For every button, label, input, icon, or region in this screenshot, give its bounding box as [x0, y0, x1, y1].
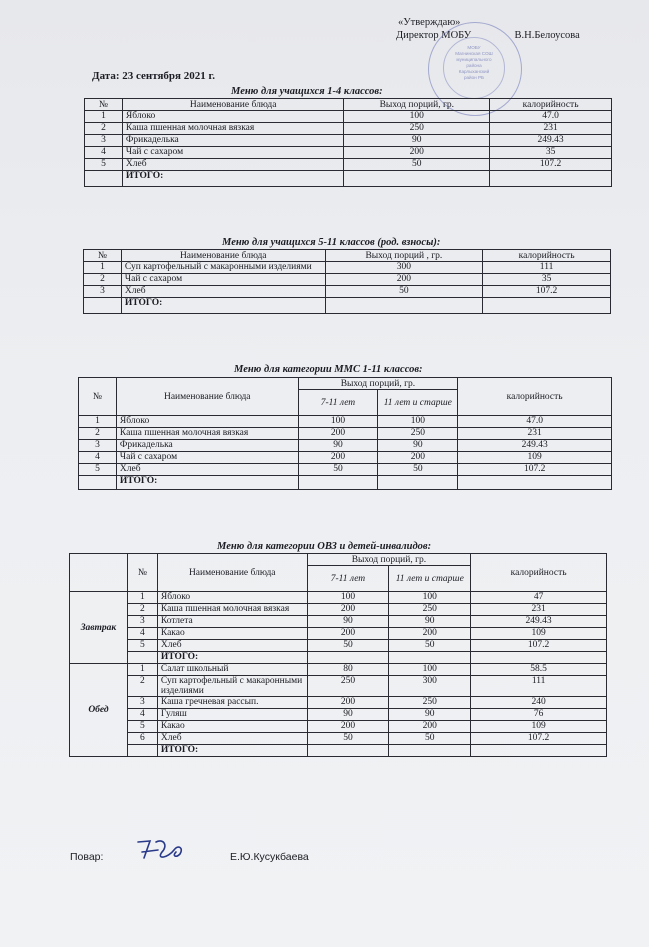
table-row	[70, 721, 607, 733]
seal-text-line: района	[466, 63, 482, 68]
dish-output-7-11: 90	[298, 440, 378, 452]
col-calories: калорийность	[471, 554, 607, 592]
dish-name: Суп картофельный с макаронными изделиями	[121, 262, 325, 274]
row-number: 5	[85, 159, 123, 171]
row-number: 2	[85, 123, 123, 135]
dish-name: Фрикаделька	[122, 135, 344, 147]
dish-output-11-plus: 50	[389, 733, 471, 745]
row-number: 3	[127, 616, 157, 628]
dish-output-7-11: 200	[307, 628, 389, 640]
dish-output-7-11: 200	[298, 452, 378, 464]
row-number: 1	[127, 664, 157, 676]
col-number: №	[127, 554, 157, 592]
cook-signature	[134, 836, 190, 866]
dish-output-11-plus: 50	[389, 640, 471, 652]
menu2-table	[83, 249, 611, 314]
dish-output-7-11: 50	[298, 464, 378, 476]
dish-calories: 249.43	[490, 135, 612, 147]
seal-text-line: МОБУ	[467, 45, 481, 50]
dish-output-7-11: 100	[298, 416, 378, 428]
dish-calories: 231	[490, 123, 612, 135]
dish-name: Суп картофельный с макаронными изделиями	[157, 676, 307, 697]
col-output: Выход порций, гр.	[344, 99, 490, 111]
table-row	[84, 274, 611, 286]
dish-name: Каша пшенная молочная вязкая	[157, 604, 307, 616]
dish-name: Каша гречневая рассып.	[157, 697, 307, 709]
table-row	[85, 123, 612, 135]
dish-name: Каша пшенная молочная вязкая	[116, 428, 298, 440]
col-number: №	[79, 378, 117, 416]
dish-calories: 249.43	[471, 616, 607, 628]
dish-output-11-plus: 200	[389, 628, 471, 640]
row-number: 3	[79, 440, 117, 452]
row-number: 4	[85, 147, 123, 159]
dish-name: Фрикаделька	[116, 440, 298, 452]
dish-output-11-plus: 250	[378, 428, 458, 440]
row-number: 5	[127, 721, 157, 733]
menu3-table	[78, 377, 612, 490]
row-number: 5	[79, 464, 117, 476]
dish-output-11-plus: 90	[378, 440, 458, 452]
col-dish: Наименование блюда	[116, 378, 298, 416]
dish-output: 300	[325, 262, 483, 274]
dish-output: 200	[325, 274, 483, 286]
table-row	[70, 709, 607, 721]
dish-name: Чай с сахаром	[122, 147, 344, 159]
dish-calories: 231	[458, 428, 612, 440]
dish-calories: 231	[471, 604, 607, 616]
dish-output-7-11: 200	[298, 428, 378, 440]
dish-name: Котлета	[157, 616, 307, 628]
col-output: Выход порций , гр.	[325, 250, 483, 262]
dish-name: Хлеб	[116, 464, 298, 476]
dish-output-7-11: 80	[307, 664, 389, 676]
row-number: 2	[127, 604, 157, 616]
dish-output-7-11: 90	[307, 709, 389, 721]
dish-output-11-plus: 200	[378, 452, 458, 464]
dish-output-11-plus: 100	[389, 664, 471, 676]
col-calories: калорийность	[483, 250, 611, 262]
row-number: 6	[127, 733, 157, 745]
table-row	[79, 416, 612, 428]
table-row	[70, 604, 607, 616]
total-label: ИТОГО:	[157, 745, 307, 757]
row-number: 1	[84, 262, 122, 274]
dish-output-7-11: 200	[307, 697, 389, 709]
dish-output: 50	[325, 286, 483, 298]
dish-output-7-11: 100	[307, 592, 389, 604]
dish-output: 100	[344, 111, 490, 123]
table-row	[70, 676, 607, 697]
dish-name: Хлеб	[157, 640, 307, 652]
table-row	[84, 286, 611, 298]
row-number: 1	[79, 416, 117, 428]
dish-output-7-11: 200	[307, 604, 389, 616]
menu4-title: Меню для категории ОВЗ и детей-инвалидов:	[217, 541, 432, 552]
table-row	[70, 664, 607, 676]
col-age-11-plus: 11 лет и старше	[378, 390, 458, 416]
col-dish: Наименование блюда	[121, 250, 325, 262]
table-row	[79, 440, 612, 452]
dish-name: Хлеб	[122, 159, 344, 171]
col-calories: калорийность	[458, 378, 612, 416]
table-row	[70, 628, 607, 640]
row-number: 2	[79, 428, 117, 440]
total-label: ИТОГО:	[122, 171, 344, 187]
table-row	[85, 147, 612, 159]
dish-name: Какао	[157, 721, 307, 733]
seal-text-line: Магнинская СОШ	[455, 51, 493, 56]
dish-output-7-11: 200	[307, 721, 389, 733]
director-name: В.Н.Белоусова	[514, 30, 580, 41]
menu2-title: Меню для учащихся 5-11 классов (род. взносы):	[222, 237, 441, 248]
dish-output-11-plus: 100	[378, 416, 458, 428]
row-number: 2	[84, 274, 122, 286]
dish-calories: 47.0	[490, 111, 612, 123]
col-dish: Наименование блюда	[157, 554, 307, 592]
dish-output-11-plus: 50	[378, 464, 458, 476]
col-age-11-plus: 11 лет и старше	[389, 566, 471, 592]
dish-output-7-11: 250	[307, 676, 389, 697]
table-row	[79, 452, 612, 464]
table-row	[79, 464, 612, 476]
row-number: 1	[127, 592, 157, 604]
dish-output: 200	[344, 147, 490, 159]
total-label: ИТОГО:	[157, 652, 307, 664]
row-number: 5	[127, 640, 157, 652]
dish-calories: 240	[471, 697, 607, 709]
dish-name: Яблоко	[157, 592, 307, 604]
dish-calories: 35	[490, 147, 612, 159]
dish-output-11-plus: 200	[389, 721, 471, 733]
col-age-7-11: 7-11 лет	[307, 566, 389, 592]
dish-calories: 107.2	[458, 464, 612, 476]
total-label: ИТОГО:	[121, 298, 325, 314]
dish-name: Яблоко	[122, 111, 344, 123]
dish-calories: 249.43	[458, 440, 612, 452]
dish-calories: 109	[458, 452, 612, 464]
dish-calories: 109	[471, 628, 607, 640]
approval-line: «Утверждаю»	[398, 17, 461, 28]
table-row	[85, 159, 612, 171]
row-number: 3	[85, 135, 123, 147]
dish-output: 50	[344, 159, 490, 171]
row-number: 4	[127, 709, 157, 721]
menu1-table	[84, 98, 612, 187]
dish-output-7-11: 50	[307, 733, 389, 745]
table-row	[70, 640, 607, 652]
dish-calories: 107.2	[471, 640, 607, 652]
dish-calories: 35	[483, 274, 611, 286]
dish-calories: 58.5	[471, 664, 607, 676]
dish-calories: 107.2	[483, 286, 611, 298]
total-label: ИТОГО:	[116, 476, 298, 490]
dish-calories: 107.2	[490, 159, 612, 171]
dish-output-11-plus: 250	[389, 697, 471, 709]
table-row	[70, 733, 607, 745]
col-age-7-11: 7-11 лет	[298, 390, 378, 416]
dish-name: Чай с сахаром	[116, 452, 298, 464]
table-row	[79, 428, 612, 440]
seal-text-line: муниципального	[456, 57, 492, 62]
dish-name: Хлеб	[121, 286, 325, 298]
table-row	[84, 262, 611, 274]
dish-output-7-11: 50	[307, 640, 389, 652]
table-row	[70, 697, 607, 709]
dish-name: Чай с сахаром	[121, 274, 325, 286]
table-row	[85, 111, 612, 123]
dish-name: Гуляш	[157, 709, 307, 721]
col-dish: Наименование блюда	[122, 99, 344, 111]
table-row	[70, 592, 607, 604]
row-number: 1	[85, 111, 123, 123]
dish-calories: 107.2	[471, 733, 607, 745]
col-output: Выход порций, гр.	[307, 554, 471, 566]
table-row	[70, 616, 607, 628]
dish-output: 250	[344, 123, 490, 135]
dish-calories: 47.0	[458, 416, 612, 428]
menu3-title: Меню для категории ММС 1-11 классов:	[234, 364, 423, 375]
dish-output-11-plus: 100	[389, 592, 471, 604]
col-number: №	[84, 250, 122, 262]
dish-calories: 109	[471, 721, 607, 733]
dish-output-11-plus: 250	[389, 604, 471, 616]
dish-output-11-plus: 90	[389, 616, 471, 628]
lunch-label: Обед	[70, 664, 128, 757]
dish-output-11-plus: 90	[389, 709, 471, 721]
dish-output: 90	[344, 135, 490, 147]
row-number: 4	[79, 452, 117, 464]
dish-output-7-11: 90	[307, 616, 389, 628]
cook-label: Повар:	[70, 851, 104, 863]
row-number: 3	[127, 697, 157, 709]
dish-name: Яблоко	[116, 416, 298, 428]
col-calories: калорийность	[490, 99, 612, 111]
dish-name: Хлеб	[157, 733, 307, 745]
menu-date: Дата: 23 сентября 2021 г.	[92, 70, 216, 82]
row-number: 2	[127, 676, 157, 697]
director-label: Директор МОБУ	[396, 30, 472, 41]
menu4-table	[69, 553, 607, 757]
seal-text-line: Карлыханский	[458, 69, 490, 74]
dish-calories: 47	[471, 592, 607, 604]
seal-text-line: район РБ	[463, 75, 485, 80]
row-number: 3	[84, 286, 122, 298]
dish-calories: 76	[471, 709, 607, 721]
dish-calories: 111	[483, 262, 611, 274]
dish-name: Какао	[157, 628, 307, 640]
menu1-title: Меню для учащихся 1-4 классов:	[231, 86, 383, 97]
dish-output-11-plus: 300	[389, 676, 471, 697]
row-number: 4	[127, 628, 157, 640]
dish-name: Салат школьный	[157, 664, 307, 676]
col-number: №	[85, 99, 123, 111]
breakfast-label: Завтрак	[70, 592, 128, 664]
table-row	[85, 135, 612, 147]
col-output: Выход порций, гр.	[298, 378, 458, 390]
cook-name: Е.Ю.Кусукбаева	[230, 851, 309, 863]
dish-calories: 111	[471, 676, 607, 697]
dish-name: Каша пшенная молочная вязкая	[122, 123, 344, 135]
